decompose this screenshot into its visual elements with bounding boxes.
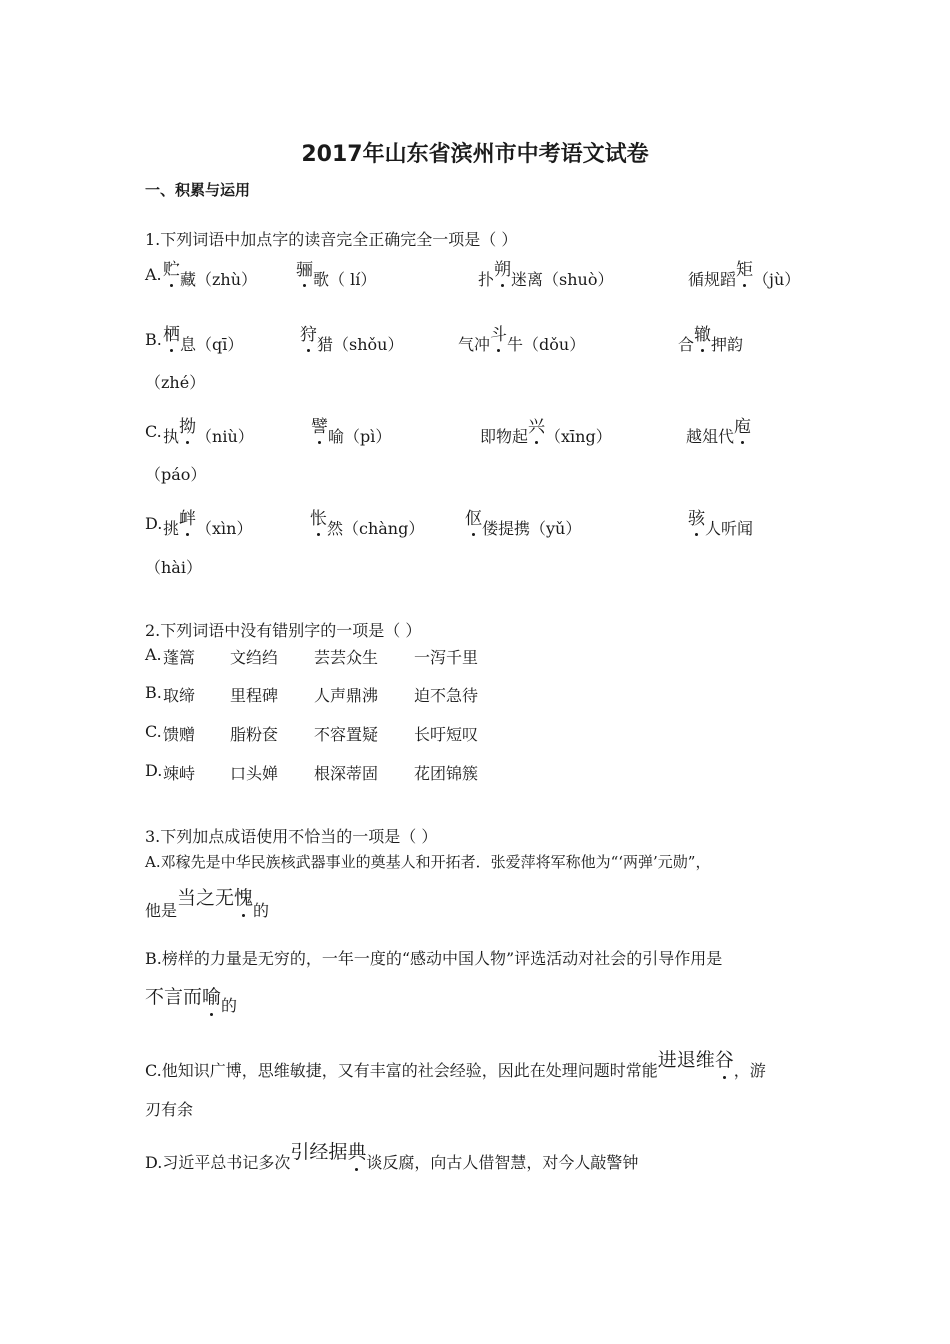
q3-c-line1: C.他知识广博，思维敏捷，又有丰富的社会经验，因此在处理问题时常能进退维谷，游 bbox=[145, 1045, 766, 1072]
q1-d-item-3: 伛偻提携（yǔ） bbox=[465, 514, 581, 539]
dotted-char: 谷 bbox=[715, 1045, 734, 1072]
dotted-char: 骊 bbox=[296, 255, 313, 280]
q2-d-label: D. bbox=[145, 761, 163, 780]
q2-b-label: B. bbox=[145, 683, 162, 702]
dotted-char: 衅 bbox=[179, 504, 196, 529]
q1-d-item-4: 骇人听闻 bbox=[688, 514, 753, 539]
q1-b-item-1: 栖息（qī） bbox=[163, 330, 243, 355]
dotted-char: 骇 bbox=[688, 504, 705, 529]
q1-c-item-4: 越俎代庖 bbox=[686, 422, 751, 447]
q2-stem: 2.下列词语中没有错别字的一项是（ ） bbox=[145, 621, 422, 640]
dotted-char: 伛 bbox=[465, 504, 482, 529]
q3-stem: 3.下列加点成语使用不恰当的一项是（ ） bbox=[145, 827, 438, 846]
q2-d-word-4: 花团锦簇 bbox=[414, 764, 479, 783]
q1-a-item-3: 扑朔迷离（shuò） bbox=[478, 265, 613, 290]
dotted-char: 辙 bbox=[694, 320, 711, 345]
q1-a-item-2: 骊歌（ lí） bbox=[296, 265, 376, 290]
q1-d-label: D. bbox=[145, 514, 163, 533]
dotted-char: 拗 bbox=[179, 412, 196, 437]
q2-d-word-3: 根深蒂固 bbox=[314, 764, 379, 783]
q1-stem: 1.下列词语中加点字的读音完全正确完全一项是（ ） bbox=[145, 230, 518, 249]
q2-a-word-1: 蓬篙 bbox=[163, 648, 196, 667]
q1-b-item-3: 气冲斗牛（dǒu） bbox=[458, 330, 585, 355]
section-heading: 一、积累与运用 bbox=[145, 181, 251, 199]
q3-b-line1: B.榜样的力量是无穷的，一年一度的“感动中国人物”评选活动对社会的引导作用是 bbox=[145, 949, 723, 968]
q1-a-label: A. bbox=[145, 265, 162, 284]
q2-a-word-3: 芸芸众生 bbox=[314, 648, 379, 667]
q1-c-wrap: （páo） bbox=[145, 465, 207, 484]
q2-b-word-4: 迫不急待 bbox=[414, 686, 479, 705]
dotted-char: 贮 bbox=[163, 255, 180, 280]
q2-b-word-3: 人声鼎沸 bbox=[314, 686, 379, 705]
dotted-char: 狩 bbox=[300, 320, 317, 345]
page-title: 2017年山东省滨州市中考语文试卷 bbox=[301, 142, 649, 167]
dotted-char: 栖 bbox=[163, 320, 180, 345]
q1-c-label: C. bbox=[145, 422, 162, 441]
q2-c-word-2: 脂粉奁 bbox=[230, 725, 279, 744]
q1-a-item-4: 循规蹈矩（jù） bbox=[688, 265, 800, 290]
dotted-char: 典 bbox=[347, 1137, 366, 1164]
q1-b-item-2: 狩猎（shǒu） bbox=[300, 330, 403, 355]
dotted-char: 譬 bbox=[311, 412, 328, 437]
dotted-char: 怅 bbox=[310, 504, 327, 529]
q1-c-item-2: 譬喻（pì） bbox=[311, 422, 391, 447]
dotted-char: 兴 bbox=[528, 412, 545, 437]
dotted-char: 愧 bbox=[234, 883, 253, 910]
q3-a-line1: A.邓稼先是中华民族核武器事业的奠基人和开拓者．张爱萍将军称他为“‘两弹’元勋”， bbox=[145, 853, 711, 871]
q3-d-line: D.习近平总书记多次引经据典谈反腐，向古人借智慧，对今人敲警钟 bbox=[145, 1137, 638, 1164]
dotted-char: 矩 bbox=[736, 255, 753, 280]
q2-c-word-3: 不容置疑 bbox=[314, 725, 379, 744]
q1-c-item-3: 即物起兴（xīng） bbox=[480, 422, 612, 447]
q2-a-word-2: 文绉绉 bbox=[230, 648, 279, 667]
q1-b-item-4: 合辙押韵 bbox=[678, 330, 743, 355]
q1-d-wrap: （hài） bbox=[145, 558, 202, 577]
q2-a-label: A. bbox=[145, 645, 162, 664]
q1-b-label: B. bbox=[145, 330, 162, 349]
q1-c-item-1: 执拗（niù） bbox=[163, 422, 254, 447]
dotted-char: 斗 bbox=[490, 320, 507, 345]
dotted-char: 庖 bbox=[734, 412, 751, 437]
q1-d-item-2: 怅然（chàng） bbox=[310, 514, 424, 539]
q3-b-line2: 不言而喻的 bbox=[145, 982, 237, 1009]
q3-a-line2: 他是当之无愧的 bbox=[145, 883, 269, 910]
q1-b-wrap: （zhé） bbox=[145, 373, 206, 392]
q1-d-item-1: 挑衅（xìn） bbox=[163, 514, 252, 539]
q2-a-word-4: 一泻千里 bbox=[414, 648, 479, 667]
q1-a-item-1: 贮藏（zhù） bbox=[163, 265, 257, 290]
q2-c-word-4: 长吁短叹 bbox=[414, 725, 479, 744]
q3-c-line2: 刃有余 bbox=[145, 1100, 194, 1119]
q2-d-word-2: 口头婵 bbox=[230, 764, 279, 783]
q2-b-word-1: 取缔 bbox=[163, 686, 196, 705]
q2-c-word-1: 馈赠 bbox=[163, 725, 196, 744]
q2-c-label: C. bbox=[145, 722, 162, 741]
dotted-char: 喻 bbox=[202, 982, 221, 1009]
dotted-char: 朔 bbox=[494, 255, 511, 280]
q2-d-word-1: 竦峙 bbox=[163, 764, 196, 783]
q2-b-word-2: 里程碑 bbox=[230, 686, 279, 705]
